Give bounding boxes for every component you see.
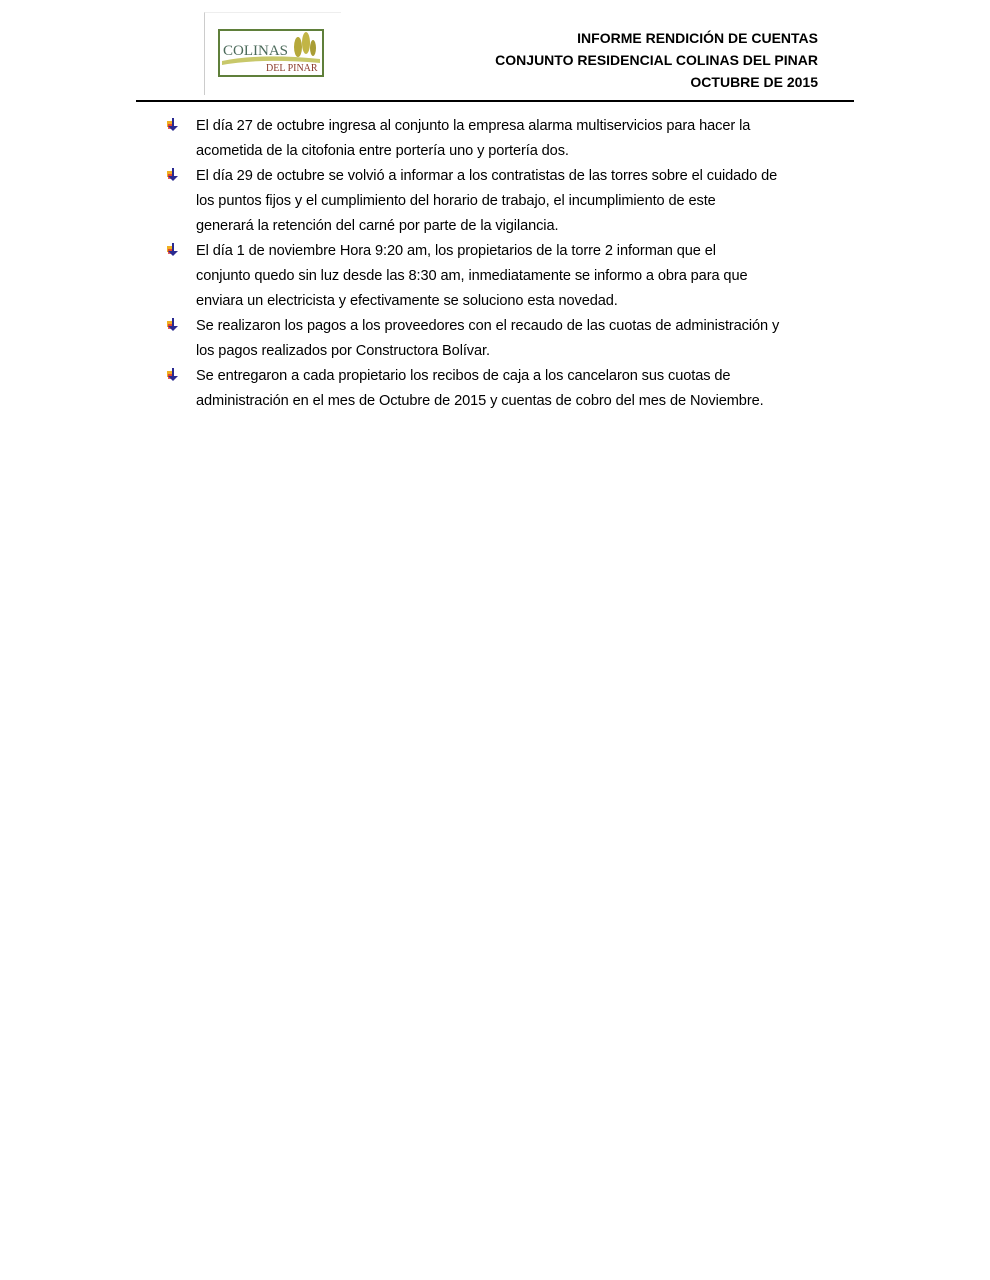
header-title: INFORME RENDICIÓN DE CUENTAS — [577, 30, 818, 46]
list-item-text-line: El día 1 de noviembre Hora 9:20 am, los propietarios de la torre 2 informan que el — [196, 243, 716, 259]
logo-text-bottom: DEL PINAR — [266, 63, 318, 74]
list-item — [166, 164, 779, 239]
list-item-text-line: Se entregaron a cada propietario los recibos de caja a los cancelaron sus cuotas de — [196, 368, 731, 384]
logo-text-top: COLINAS — [223, 43, 289, 59]
arrow-bullet-icon — [166, 168, 180, 182]
header-divider — [136, 100, 854, 102]
arrow-bullet-icon — [166, 243, 180, 257]
header-subtitle: CONJUNTO RESIDENCIAL COLINAS DEL PINAR — [495, 52, 818, 68]
arrow-bullet-icon — [166, 368, 180, 382]
header-date: OCTUBRE DE 2015 — [690, 74, 818, 90]
list-item — [166, 314, 779, 364]
list-item-text-line: El día 29 de octubre se volvió a informar a los contratistas de las torres sobre el cuidado de — [196, 168, 778, 184]
colinas-del-pinar-logo — [218, 29, 324, 77]
list-item-text-line: El día 27 de octubre ingresa al conjunto la empresa alarma multiservicios para hacer la — [196, 118, 751, 134]
list-item — [166, 239, 779, 314]
list-item-text-line: administración en el mes de Octubre de 2015 y cuentas de cobro del mes de Noviembre. — [196, 393, 764, 409]
list-item-text-line: enviara un electricista y efectivamente se soluciono esta novedad. — [196, 293, 618, 309]
list-item-text-line: Se realizaron los pagos a los proveedores con el recaudo de las cuotas de administración y — [196, 318, 780, 334]
arrow-bullet-icon — [166, 118, 180, 132]
list-item-text-line: generará la retención del carné por parte de la vigilancia. — [196, 218, 559, 234]
list-item — [166, 114, 779, 164]
list-item-text-line: los pagos realizados por Constructora Bolívar. — [196, 343, 490, 359]
report-bullet-list — [166, 114, 779, 414]
list-item-text-line: conjunto quedo sin luz desde las 8:30 am, inmediatamente se informo a obra para que — [196, 268, 748, 284]
list-item — [166, 364, 779, 414]
list-item-text-line: los puntos fijos y el cumplimiento del horario de trabajo, el incumplimiento de este — [196, 193, 716, 209]
report-header — [495, 27, 818, 93]
arrow-bullet-icon — [166, 318, 180, 332]
list-item-text-line: acometida de la citofonia entre portería uno y portería dos. — [196, 143, 569, 159]
